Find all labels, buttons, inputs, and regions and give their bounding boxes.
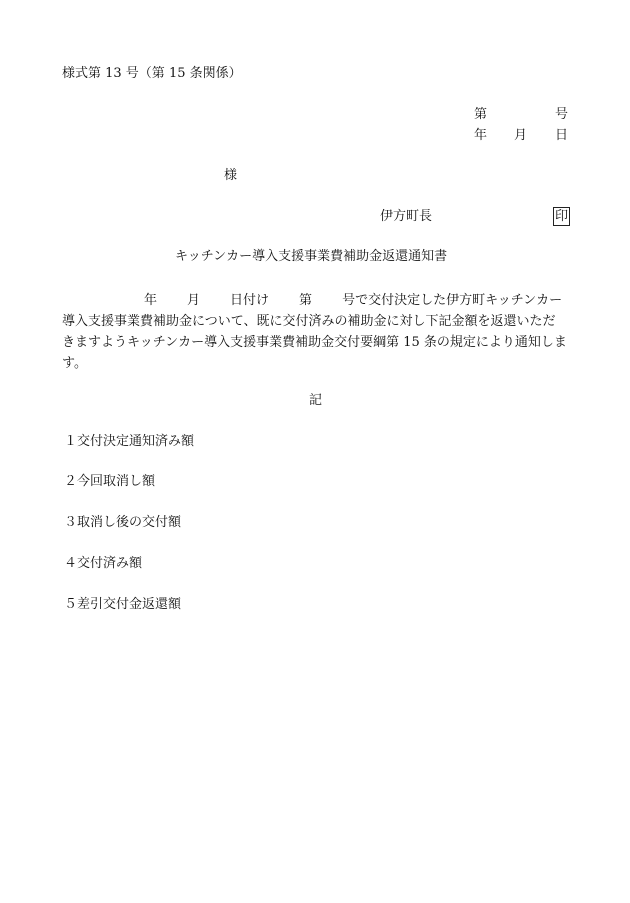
issue-date-day-label: 日 — [555, 128, 569, 143]
list-item: ５差引交付金返還額 — [64, 597, 182, 612]
body-year-label: 年 — [144, 293, 158, 308]
body-text: 号で交付決定した伊方町キッチンカー導入支援事業費補助金について、既に交付済みの補助金に対し下記金額を返還いただきますようキッチンカー導入支援事業費補助金交付要綱第 15 条の規定により通知します。 — [62, 293, 567, 371]
list-item: ２今回取消し額 — [64, 474, 156, 489]
ki-heading: 記 — [309, 393, 323, 408]
reference-number-go: 号 — [555, 107, 569, 122]
body-dated-label: 日付け — [230, 293, 270, 308]
notice-body — [62, 290, 568, 374]
body-month-label: 月 — [187, 293, 201, 308]
seal-mark: 印 — [555, 209, 569, 224]
list-item: ３取消し後の交付額 — [64, 515, 182, 530]
reference-number-dai: 第 — [474, 107, 488, 122]
issue-date-month-label: 月 — [514, 128, 528, 143]
issue-date-year-label: 年 — [474, 128, 488, 143]
addressee-honorific: 様 — [224, 168, 238, 183]
issuer-title: 伊方町長 — [380, 209, 433, 224]
form-label: 様式第 13 号（第 15 条関係） — [62, 66, 242, 81]
document-title: キッチンカー導入支援事業費補助金返還通知書 — [175, 249, 448, 264]
list-item: ４交付済み額 — [64, 556, 143, 571]
body-dai-label: 第 — [299, 293, 313, 308]
list-item: １交付決定通知済み額 — [64, 434, 195, 449]
